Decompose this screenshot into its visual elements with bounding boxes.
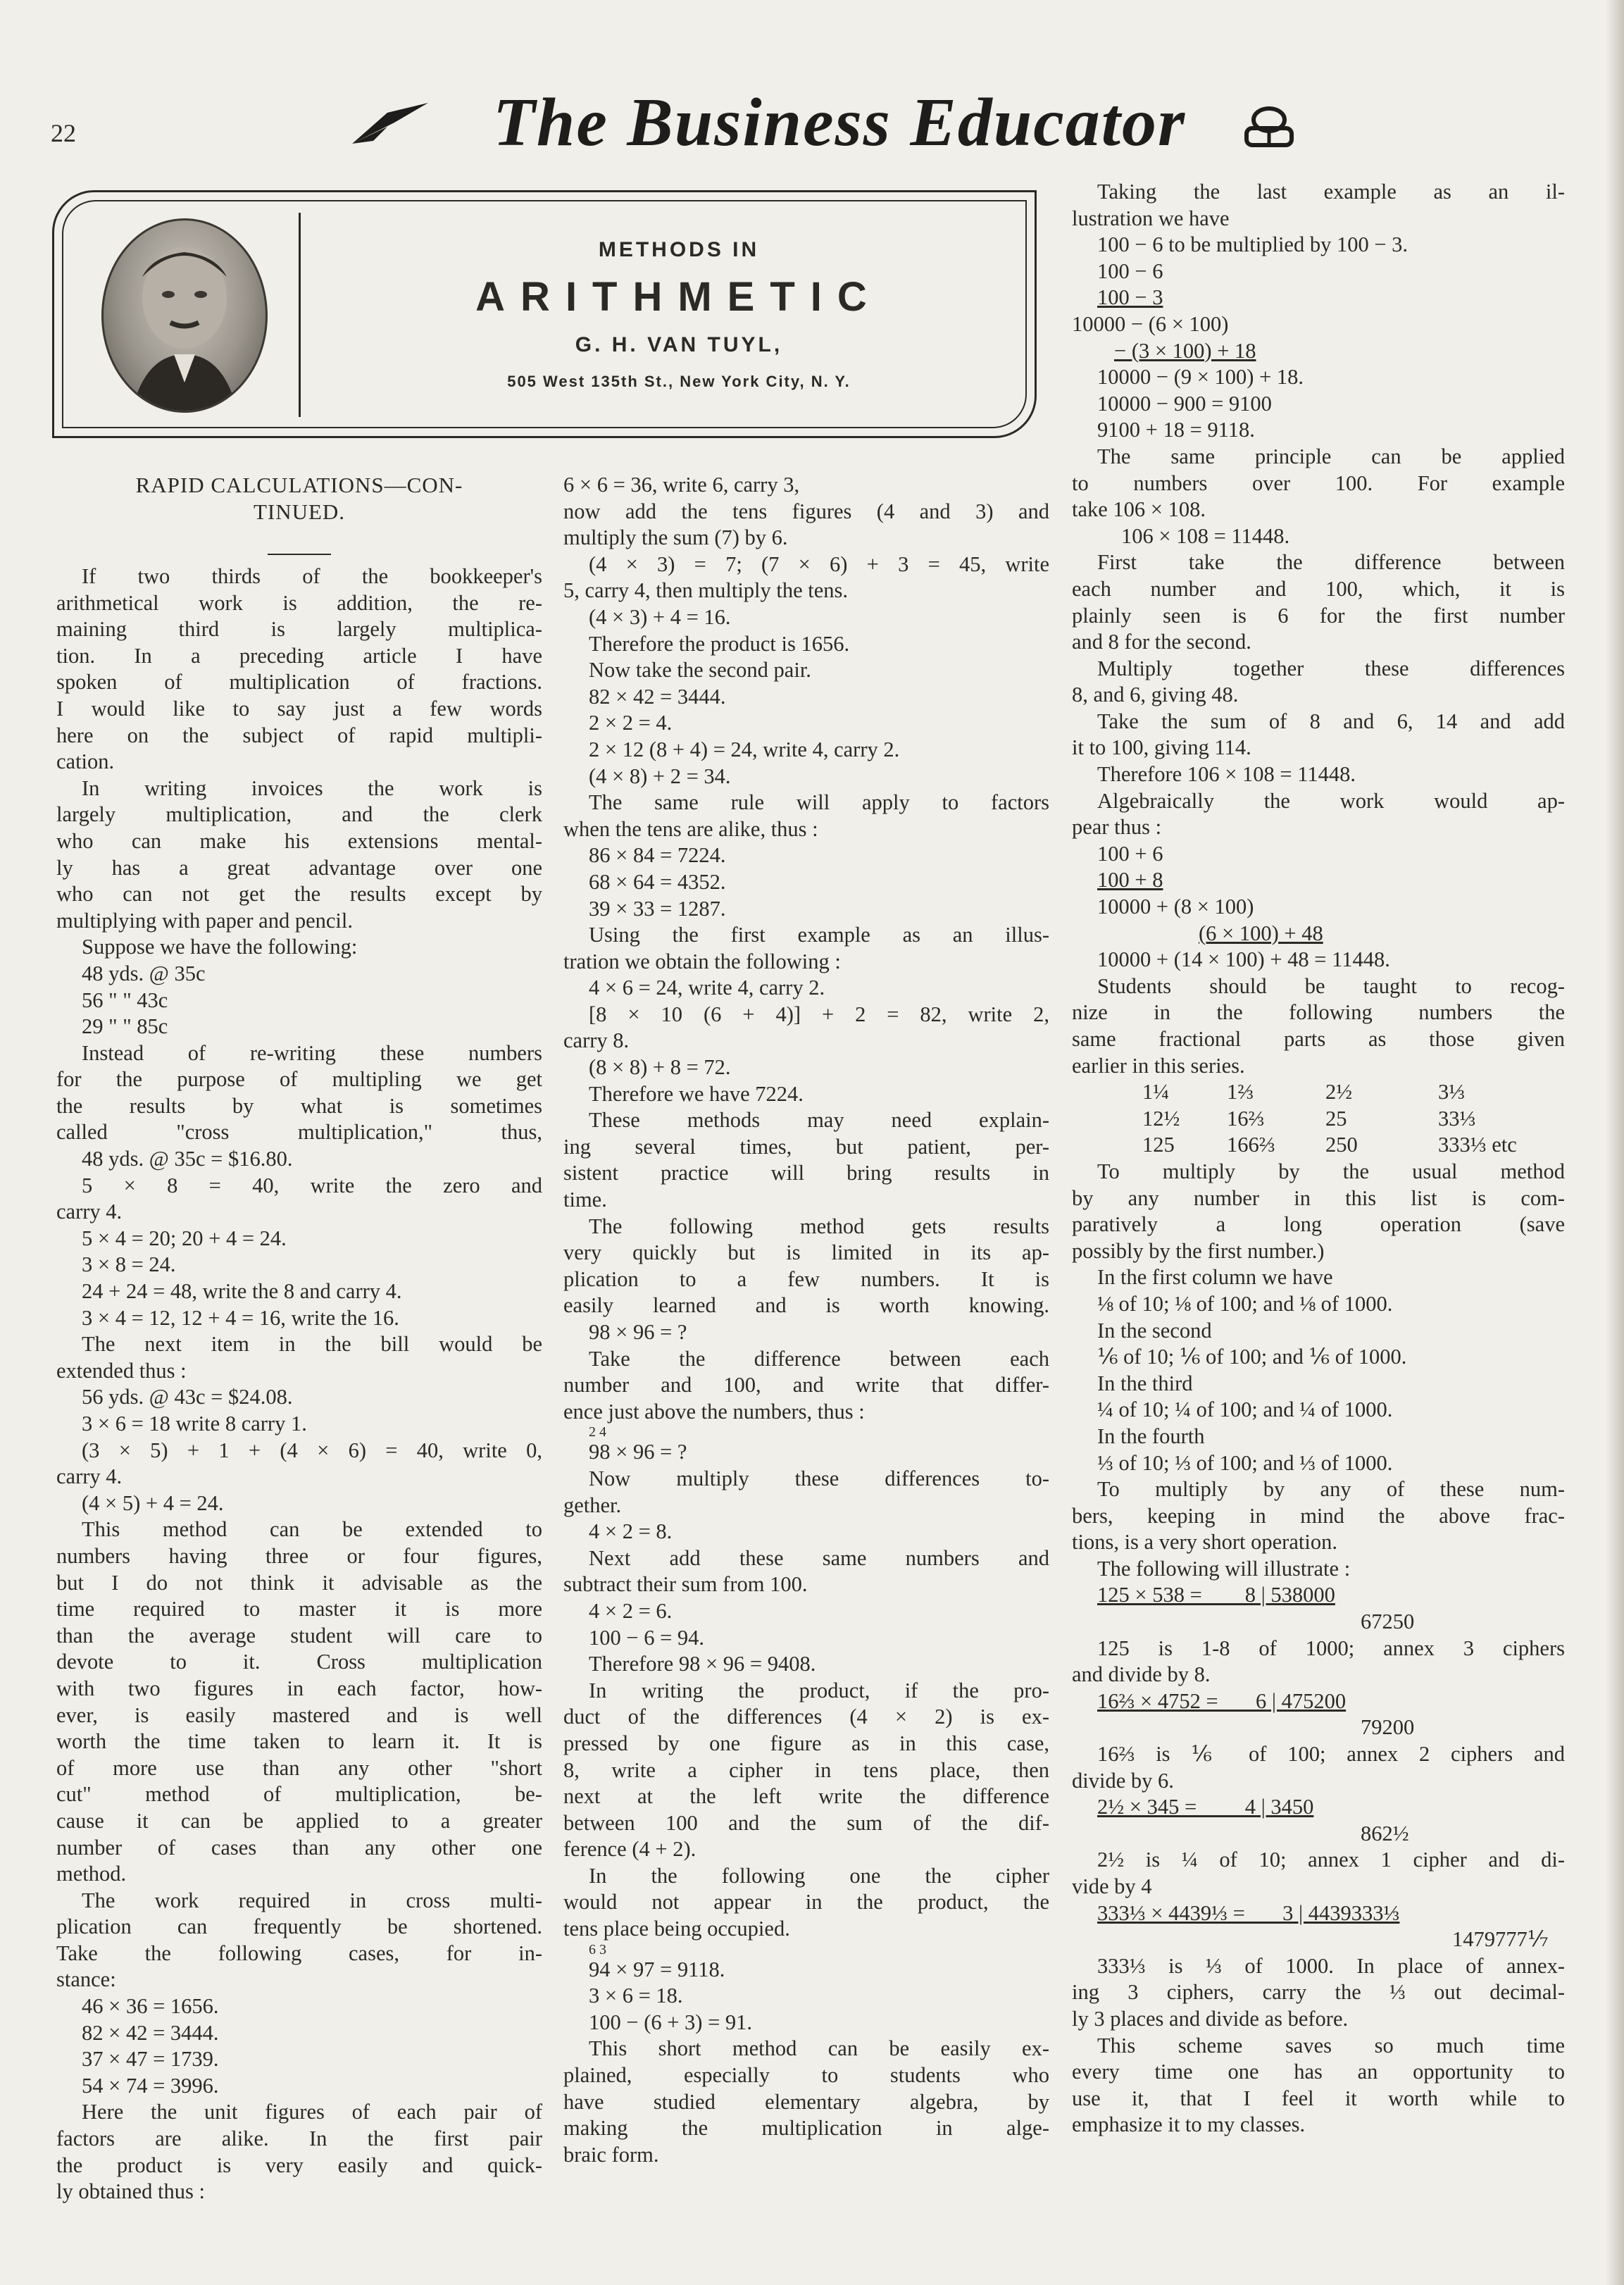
text-line: This scheme saves so much time (1097, 2033, 1565, 2057)
math-line: 10000 − (6 × 100) (1072, 311, 1229, 336)
text-line: have studied elementary algebra, by (563, 2089, 1049, 2114)
math-line: 333⅓ × 4439⅓ = 3 | 4439333⅓ (1097, 1900, 1400, 1925)
text-line: multiplying with paper and pencil. (56, 908, 353, 933)
text-line: To multiply by the usual method (1097, 1159, 1565, 1183)
math-line: 10000 − 900 = 9100 (1097, 391, 1272, 416)
pen-icon (345, 99, 430, 148)
text-line: the product is very easily and quick- (56, 2153, 542, 2177)
text-line: Next add these same numbers and (589, 1545, 1049, 1570)
text-line: making the multiplication in alge- (563, 2116, 1049, 2141)
math-line: 4 × 2 = 8. (589, 1519, 673, 1544)
math-line: (4 × 5) + 4 = 24. (82, 1490, 224, 1515)
fraction-cell: 125 (1142, 1133, 1175, 1157)
text-line: Suppose we have the following: (82, 935, 358, 959)
text-line: tions, is a very short operation. (1072, 1530, 1337, 1555)
text-line: tion. In a preceding article I have (56, 643, 542, 668)
text-line: Here the unit figures of each pair of (82, 2100, 542, 2124)
page-edge-shadow (1606, 0, 1624, 2285)
text-line: In the fourth (1097, 1424, 1205, 1448)
text-line: but I do not think it advisable as the (56, 1570, 542, 1595)
text-line: The following method gets results (589, 1214, 1049, 1238)
text-line: carry 4. (56, 1200, 123, 1224)
author-portrait (101, 218, 268, 413)
text-line: Now multiply these differences to- (589, 1466, 1049, 1490)
text-line: Now take the second pair. (589, 658, 811, 683)
math-line: 9100 + 18 = 9118. (1097, 418, 1255, 442)
text-line: ence just above the numbers, thus : (563, 1399, 865, 1424)
text-line: time. (563, 1188, 607, 1212)
text-line: To multiply by any of these num- (1097, 1477, 1565, 1502)
text-line: cause it can be applied to a greater (56, 1808, 542, 1833)
math-line: 10000 + (8 × 100) (1097, 895, 1254, 919)
math-line: 4 × 2 = 6. (589, 1598, 673, 1623)
text-line: every time one has an opportunity to (1072, 2060, 1565, 2084)
math-line: 82 × 42 = 3444. (589, 684, 726, 709)
text-line: Instead of re-writing these numbers (82, 1040, 542, 1065)
text-line: 333⅓ is ⅓ of 1000. In place of annex- (1097, 1953, 1565, 1978)
text-line: This short method can be easily ex- (589, 2036, 1049, 2061)
math-line: (4 × 3) + 4 = 16. (589, 604, 731, 629)
text-line: 2½ is ¼ of 10; annex 1 cipher and di- (1097, 1848, 1565, 1872)
text-line: arithmetical work is addition, the re- (56, 590, 542, 615)
math-line: 29 " " 85c (82, 1014, 168, 1039)
math-line: Therefore 98 × 96 = 9408. (589, 1652, 816, 1676)
column-3 (1072, 179, 1565, 2138)
math-line: 98 × 96 = ? (589, 1320, 687, 1344)
text-line: braic form. (563, 2142, 659, 2167)
text-line: Take the following cases, for in- (56, 1941, 542, 1965)
math-line: 106 × 108 = 11448. (1121, 523, 1290, 548)
text-line: The work required in cross multi- (82, 1888, 542, 1912)
masthead-title: The Business Educator (493, 85, 1187, 161)
math-line: ⅓ of 10; ⅓ of 100; and ⅓ of 1000. (1097, 1450, 1393, 1475)
text-line: tens place being occupied. (563, 1917, 790, 1941)
math-line: − (3 × 100) + 18 (1114, 338, 1256, 363)
text-line: The same rule will apply to factors (589, 790, 1049, 815)
fraction-cell: 3⅓ (1438, 1080, 1466, 1104)
math-line: 24 + 24 = 48, write the 8 and carry 4. (82, 1279, 402, 1304)
math-line: 10000 − (9 × 100) + 18. (1097, 365, 1304, 390)
text-line: This method can be extended to (82, 1517, 542, 1542)
text-line: cut" method of multiplication, be- (56, 1782, 542, 1807)
fraction-cell: 1⅔ (1227, 1080, 1254, 1104)
math-line: 100 − 6 (1097, 259, 1163, 283)
text-line: here on the subject of rapid multipli- (56, 723, 542, 747)
math-line: 79200 (1361, 1715, 1415, 1740)
column-2 (563, 472, 1049, 2168)
text-line: In the second (1097, 1318, 1212, 1343)
text-line: 125 is 1-8 of 1000; annex 3 ciphers (1097, 1636, 1565, 1660)
text-line: between 100 and the sum of the dif- (563, 1810, 1049, 1835)
math-line: 6 × 6 = 36, write 6, carry 3, (563, 473, 800, 497)
section-heading-line: TINUED. (253, 499, 346, 524)
math-line: ¼ of 10; ¼ of 100; and ¼ of 1000. (1097, 1397, 1393, 1422)
series-label: METHODS IN (598, 238, 760, 261)
text-line: extended thus : (56, 1358, 187, 1383)
fraction-cell: 1¼ (1142, 1080, 1170, 1104)
math-line: (6 × 100) + 48 (1199, 921, 1323, 945)
math-line: 5 × 4 = 20; 20 + 4 = 24. (82, 1226, 287, 1250)
fraction-cell: 25 (1325, 1106, 1347, 1131)
text-line: devote to it. Cross multiplication (56, 1650, 542, 1674)
math-line: 3 × 4 = 12, 12 + 4 = 16, write the 16. (82, 1305, 399, 1330)
fraction-cell: 333⅓ etc (1438, 1133, 1517, 1157)
text-line: factors are alike. In the first pair (56, 2127, 542, 2151)
math-line: 125 × 538 = 8 | 538000 (1097, 1583, 1335, 1607)
text-line: by any number in this list is com- (1072, 1185, 1565, 1210)
math-line: 46 × 36 = 1656. (82, 1994, 219, 2019)
text-line: 8, write a cipher in tens place, then (563, 1757, 1049, 1782)
text-line: it to 100, giving 114. (1072, 735, 1251, 760)
math-line: 1479777⅐ (1452, 1927, 1549, 1952)
text-line: bers, keeping in mind the above frac- (1072, 1503, 1565, 1528)
text-line: very quickly but is limited in its ap- (563, 1240, 1049, 1265)
text-line: worth the time taken to learn it. It is (56, 1729, 542, 1754)
text-line: I would like to say just a few words (56, 696, 542, 721)
text-line: spoken of multiplication of fractions. (56, 670, 542, 695)
text-line: to numbers over 100. For example (1072, 471, 1565, 495)
math-line: 3 × 6 = 18 write 8 carry 1. (82, 1412, 307, 1436)
text-line: 8, and 6, giving 48. (1072, 683, 1239, 707)
math-line: (3 × 5) + 1 + (4 × 6) = 40, write 0, (82, 1438, 542, 1462)
text-line: largely multiplication, and the clerk (56, 802, 542, 827)
text-line: the results by what is sometimes (56, 1093, 542, 1118)
author-address: 505 West 135th St., New York City, N. Y. (507, 373, 851, 390)
text-line: carry 4. (56, 1464, 123, 1489)
fraction-cell: 2½ (1325, 1080, 1353, 1104)
math-line: ⅙ of 10; ⅙ of 100; and ⅙ of 1000. (1097, 1345, 1407, 1369)
text-line: earlier in this series. (1072, 1053, 1245, 1078)
text-line: time required to master it is more (56, 1597, 542, 1621)
text-line: who can not get the results except by (56, 882, 542, 907)
text-line: In writing invoices the work is (82, 776, 542, 800)
math-line: Therefore 106 × 108 = 11448. (1097, 762, 1356, 787)
text-line: next at the left write the difference (563, 1784, 1049, 1809)
math-line: 67250 (1361, 1610, 1415, 1634)
math-line: 94 × 97 = 9118. (589, 1957, 725, 1981)
math-line: 5 × 8 = 40, write the zero and (82, 1173, 542, 1197)
math-line: (4 × 3) = 7; (7 × 6) + 3 = 45, write (589, 552, 1049, 576)
text-line: same fractional parts as those given (1072, 1027, 1565, 1051)
math-line: ⅛ of 10; ⅛ of 100; and ⅛ of 1000. (1097, 1291, 1393, 1316)
text-line: 16⅔ is ⅙ of 100; annex 2 ciphers and (1097, 1742, 1565, 1767)
text-line: emphasize it to my classes. (1072, 2112, 1306, 2137)
text-line: In the following one the cipher (589, 1863, 1049, 1888)
portrait-frame (80, 213, 301, 417)
text-line: take 106 × 108. (1072, 497, 1206, 522)
text-line: vide by 4 (1072, 1874, 1152, 1898)
text-line: plication can frequently be shortened. (56, 1914, 542, 1939)
text-line: possibly by the first number.) (1072, 1238, 1325, 1263)
text-line: who can make his extensions mental- (56, 828, 542, 853)
text-line: and divide by 8. (1072, 1662, 1211, 1687)
math-line: 16⅔ × 4752 = 6 | 475200 (1097, 1688, 1347, 1713)
text-line: These methods may need explain- (589, 1108, 1049, 1133)
text-line: subtract their sum from 100. (563, 1572, 808, 1597)
text-line: number and 100, and write that differ- (563, 1373, 1049, 1397)
fraction-cell: 166⅔ (1227, 1133, 1275, 1157)
math-line: 56 " " 43c (82, 988, 168, 1012)
text-line: nize in the following numbers the (1072, 1000, 1565, 1025)
text-line: and 8 for the second. (1072, 630, 1251, 654)
text-line: Take the difference between each (589, 1346, 1049, 1371)
math-line: 100 − (6 + 3) = 91. (589, 2010, 753, 2034)
emblem-icon (1241, 106, 1297, 149)
math-line: 2½ × 345 = 4 | 3450 (1097, 1795, 1314, 1819)
math-line: 100 − 6 to be multiplied by 100 − 3. (1097, 232, 1408, 257)
text-line: plainly seen is 6 for the first number (1072, 603, 1565, 628)
math-line: 100 + 6 (1097, 841, 1163, 866)
text-line: Therefore we have 7224. (589, 1081, 804, 1106)
text-line: for the purpose of multipling we get (56, 1067, 542, 1092)
text-line: plication to a few numbers. It is (563, 1266, 1049, 1291)
text-line: If two thirds of the bookkeeper's (82, 564, 542, 588)
text-line: The next item in the bill would be (82, 1332, 542, 1357)
text-line: The same principle can be applied (1097, 444, 1565, 468)
text-line: stance: (56, 1967, 116, 1992)
fraction-cell: 250 (1325, 1133, 1358, 1157)
text-line: Therefore the product is 1656. (589, 631, 850, 656)
fraction-cell: 12½ (1142, 1106, 1180, 1131)
text-line: ever, is easily mastered and is well (56, 1702, 542, 1727)
math-line: 48 yds. @ 35c (82, 961, 206, 985)
text-line: plained, especially to students who (563, 2063, 1049, 2088)
text-line: pear thus : (1072, 815, 1162, 840)
article-banner (52, 190, 1037, 438)
text-line: divide by 6. (1072, 1768, 1174, 1793)
text-line: each number and 100, which, it is (1072, 576, 1565, 601)
text-line: paratively a long operation (save (1072, 1212, 1565, 1237)
text-line: Algebraically the work would ap- (1097, 788, 1565, 813)
fraction-cell: 16⅔ (1227, 1106, 1265, 1131)
section-heading-line: RAPID CALCULATIONS—CON- (135, 473, 463, 497)
text-line: when the tens are alike, thus : (563, 816, 818, 841)
text-line: lustration we have (1072, 206, 1230, 230)
math-line: 862½ (1361, 1821, 1409, 1845)
text-line: ing 3 ciphers, carry the ⅓ out decimal- (1072, 1980, 1565, 2005)
math-line: 39 × 33 = 1287. (589, 896, 726, 921)
math-line: 37 × 47 = 1739. (82, 2047, 219, 2072)
text-line: sistent practice will bring results in (563, 1161, 1049, 1185)
text-line: carry 8. (563, 1028, 630, 1053)
math-line: 3 × 6 = 18. (589, 1984, 683, 2008)
text-line: pressed by one figure as in this case, (563, 1731, 1049, 1755)
text-line: In the first column we have (1097, 1265, 1333, 1290)
text-line: tration we obtain the following : (563, 949, 841, 973)
text-line: would not appear in the product, the (563, 1890, 1049, 1914)
difference-superscript: 2 4 (589, 1424, 606, 1440)
math-line: 86 × 84 = 7224. (589, 843, 726, 868)
text-line: Taking the last example as an il- (1097, 180, 1565, 204)
text-line: number of cases than any other one (56, 1835, 542, 1860)
math-line: 2 × 2 = 4. (589, 711, 673, 735)
article-title: ARITHMETIC (475, 274, 882, 320)
math-line: 100 − 6 = 94. (589, 1625, 705, 1650)
text-line: method. (56, 1862, 127, 1886)
portrait-illustration (104, 220, 266, 411)
text-line: First take the difference between (1097, 550, 1565, 575)
math-line: 68 × 64 = 4352. (589, 869, 726, 894)
text-line: 5, carry 4, then multiply the tens. (563, 578, 849, 603)
fraction-table (1072, 1079, 1565, 1159)
text-line: with two figures in each factor, how- (56, 1676, 542, 1700)
math-line: 100 − 3 (1097, 285, 1163, 310)
text-line: maining third is largely multiplica- (56, 617, 542, 642)
page-number: 22 (51, 119, 76, 147)
text-line: Multiply together these differences (1097, 656, 1565, 680)
text-line: Using the first example as an illus- (589, 923, 1049, 947)
math-line: 82 × 42 = 3444. (82, 2020, 219, 2045)
text-line: cation. (56, 749, 115, 774)
text-line: called "cross multiplication," thus, (56, 1120, 542, 1145)
heading-rule (268, 554, 331, 555)
text-line: numbers having three or four figures, (56, 1543, 542, 1568)
fraction-cell: 33⅓ (1438, 1106, 1476, 1131)
text-line: now add the tens figures (4 and 3) and (563, 499, 1049, 523)
column-1 (56, 472, 542, 2205)
text-line: duct of the differences (4 × 2) is ex- (563, 1705, 1049, 1729)
text-line: gether. (563, 1493, 622, 1517)
text-line: Students should be taught to recog- (1097, 973, 1565, 998)
math-line: 48 yds. @ 35c = $16.80. (82, 1147, 293, 1171)
math-line: 4 × 6 = 24, write 4, carry 2. (589, 976, 825, 1000)
math-line: (4 × 8) + 2 = 34. (589, 764, 731, 788)
text-line: The following will illustrate : (1097, 1556, 1351, 1581)
math-line: 10000 + (14 × 100) + 48 = 11448. (1097, 947, 1390, 972)
text-line: ly 3 places and divide as before. (1072, 2006, 1349, 2031)
math-line: [8 × 10 (6 + 4)] + 2 = 82, write 2, (589, 1002, 1049, 1026)
text-line: than the average student will care to (56, 1623, 542, 1648)
math-line: 54 × 74 = 3996. (82, 2073, 219, 2098)
math-line: 56 yds. @ 43c = $24.08. (82, 1385, 293, 1409)
text-line: of more use than any other "short (56, 1755, 542, 1780)
banner-text (327, 218, 1031, 391)
text-line: use it, that I feel it worth while to (1072, 2086, 1565, 2110)
text-line: easily learned and is worth knowing. (563, 1293, 1049, 1318)
text-line: multiply the sum (7) by 6. (563, 525, 788, 550)
text-line: In the third (1097, 1371, 1193, 1395)
text-line: In writing the product, if the pro- (589, 1678, 1049, 1702)
text-line: ing several times, but patient, per- (563, 1134, 1049, 1159)
difference-superscript: 6 3 (589, 1941, 606, 1957)
text-line: ly has a great advantage over one (56, 855, 542, 880)
text-line: ference (4 + 2). (563, 1837, 697, 1862)
author-name: G. H. VAN TUYL, (575, 333, 783, 356)
math-line: 100 + 8 (1097, 868, 1163, 892)
math-line: 3 × 8 = 24. (82, 1252, 176, 1277)
math-line: 2 × 12 (8 + 4) = 24, write 4, carry 2. (589, 737, 900, 761)
math-line: (8 × 8) + 8 = 72. (589, 1055, 731, 1080)
text-line: ly obtained thus : (56, 2179, 205, 2204)
math-line: 98 × 96 = ? (589, 1440, 687, 1464)
text-line: Take the sum of 8 and 6, 14 and add (1097, 709, 1565, 733)
